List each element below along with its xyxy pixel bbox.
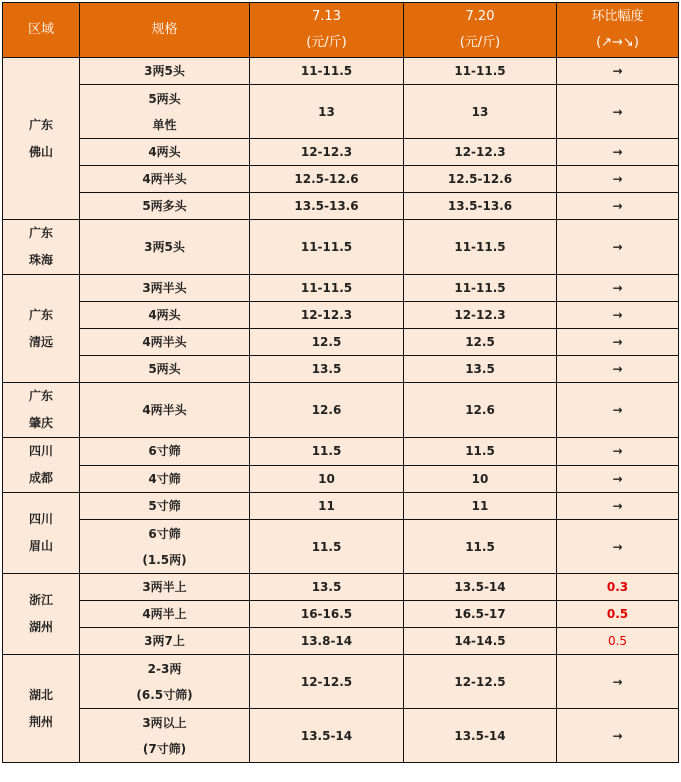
region-line: 荆州 xyxy=(28,714,53,729)
change-cell-arrow-icon: → xyxy=(557,275,679,302)
price-date-1-cell: 13.8-14 xyxy=(250,628,404,655)
table-row xyxy=(3,574,679,601)
spec-line: 4两半头 xyxy=(142,403,187,417)
price-date-2-cell: 12.5-12.6 xyxy=(404,166,557,193)
price-date-1-cell: 11-11.5 xyxy=(250,275,404,302)
price-date-2-cell: 13.5-14 xyxy=(404,709,557,763)
spec-line: 4两半上 xyxy=(142,607,187,621)
price-date-1-cell: 13.5 xyxy=(250,356,404,383)
region-line: 广东 xyxy=(28,226,53,240)
spec-line: 4两半头 xyxy=(142,172,187,186)
price-date-2-cell: 12.6 xyxy=(404,383,557,438)
spec-cell xyxy=(80,220,250,275)
spec-line: 3两7上 xyxy=(144,634,185,648)
spec-line: 6寸筛 xyxy=(148,526,181,541)
region-line: 成都 xyxy=(28,471,53,485)
price-date-1-cell: 10 xyxy=(250,465,404,493)
spec-cell xyxy=(80,166,250,193)
change-cell: 0.5 xyxy=(557,601,679,628)
change-cell-arrow-icon: → xyxy=(557,220,679,275)
spec-cell xyxy=(80,628,250,655)
spec-line: (7寸筛) xyxy=(142,741,187,756)
price-date-2-cell: 10 xyxy=(404,465,557,493)
region-cell xyxy=(3,58,80,220)
region-line: 肇庆 xyxy=(28,416,53,430)
spec-line: 单性 xyxy=(152,117,177,132)
change-cell-arrow-icon: → xyxy=(557,58,679,85)
change-cell-arrow-icon: → xyxy=(557,85,679,139)
spec-cell xyxy=(80,438,250,466)
header-date-1-label: 7.13 xyxy=(312,9,341,24)
change-cell-arrow-icon: → xyxy=(557,655,679,709)
spec-cell xyxy=(80,356,250,383)
header-date-1 xyxy=(250,3,404,58)
spec-line: 6寸筛 xyxy=(148,444,181,459)
spec-line: 5两头 xyxy=(148,91,181,106)
price-date-2-cell: 12.5 xyxy=(404,329,557,356)
table-row xyxy=(3,493,679,520)
region-line: 清远 xyxy=(28,334,53,349)
table-row xyxy=(3,302,679,329)
region-cell xyxy=(3,655,80,763)
spec-cell xyxy=(80,655,250,709)
region-cell xyxy=(3,220,80,275)
spec-cell xyxy=(80,709,250,763)
change-cell-arrow-icon: → xyxy=(557,193,679,220)
spec-line: 5寸筛 xyxy=(148,499,181,513)
spec-cell xyxy=(80,383,250,438)
spec-line: 4两头 xyxy=(148,308,181,322)
price-date-2-cell: 12-12.3 xyxy=(404,302,557,329)
table-body xyxy=(3,58,679,763)
price-date-1-cell: 16-16.5 xyxy=(250,601,404,628)
change-cell: 0.3 xyxy=(557,574,679,601)
spec-line: 4两头 xyxy=(148,145,181,159)
header-region: 区域 xyxy=(3,3,80,58)
price-date-1-cell: 13.5-13.6 xyxy=(250,193,404,220)
price-date-1-cell: 13.5 xyxy=(250,574,404,601)
price-date-1-cell: 12.5 xyxy=(250,329,404,356)
header-row xyxy=(3,3,679,58)
region-cell xyxy=(3,493,80,574)
change-cell-arrow-icon: → xyxy=(557,383,679,438)
table-row xyxy=(3,628,679,655)
header-spec: 规格 xyxy=(80,3,250,58)
spec-cell xyxy=(80,139,250,166)
change-cell-arrow-icon: → xyxy=(557,709,679,763)
change-cell-arrow-icon: → xyxy=(557,302,679,329)
table-header xyxy=(3,3,679,58)
spec-line: 2-3两 xyxy=(147,661,182,676)
change-cell-arrow-icon: → xyxy=(557,139,679,166)
region-line: 浙江 xyxy=(28,593,53,607)
table-row xyxy=(3,709,679,763)
price-date-1-cell: 12.6 xyxy=(250,383,404,438)
price-date-2-cell: 12-12.5 xyxy=(404,655,557,709)
price-date-2-cell: 14-14.5 xyxy=(404,628,557,655)
region-line: 佛山 xyxy=(28,144,53,159)
spec-cell xyxy=(80,465,250,493)
spec-cell xyxy=(80,302,250,329)
price-date-2-cell: 13.5-14 xyxy=(404,574,557,601)
spec-cell xyxy=(80,493,250,520)
spec-cell xyxy=(80,601,250,628)
change-cell-arrow-icon: → xyxy=(557,493,679,520)
price-date-1-cell: 13 xyxy=(250,85,404,139)
region-cell xyxy=(3,383,80,438)
spec-line: 5两多头 xyxy=(142,199,187,213)
price-date-1-cell: 13.5-14 xyxy=(250,709,404,763)
change-cell-arrow-icon: → xyxy=(557,438,679,466)
spec-line: 4两半头 xyxy=(142,335,187,349)
header-date-2-label: 7.20 xyxy=(465,9,495,24)
price-date-1-cell: 11.5 xyxy=(250,520,404,574)
region-line: 广东 xyxy=(28,307,53,322)
price-date-2-cell: 13.5-13.6 xyxy=(404,193,557,220)
change-cell-arrow-icon: → xyxy=(557,329,679,356)
table-row xyxy=(3,655,679,709)
spec-cell xyxy=(80,574,250,601)
region-line: 湖州 xyxy=(28,620,53,634)
price-date-2-cell: 13 xyxy=(404,85,557,139)
spec-line: 4寸筛 xyxy=(148,471,181,486)
price-date-1-cell: 12-12.3 xyxy=(250,139,404,166)
spec-line: (1.5两) xyxy=(142,552,187,567)
spec-line: (6.5寸筛) xyxy=(136,687,193,702)
table-row xyxy=(3,85,679,139)
price-date-2-cell: 11.5 xyxy=(404,520,557,574)
price-date-2-cell: 16.5-17 xyxy=(404,601,557,628)
change-cell-arrow-icon: → xyxy=(557,166,679,193)
header-change-sub: (↗→↘) xyxy=(596,35,639,50)
table-row xyxy=(3,438,679,466)
price-date-2-cell: 11 xyxy=(404,493,557,520)
price-date-1-cell: 11.5 xyxy=(250,438,404,466)
table-row xyxy=(3,220,679,275)
price-date-1-cell: 11 xyxy=(250,493,404,520)
table-row xyxy=(3,356,679,383)
table-row xyxy=(3,193,679,220)
price-date-2-cell: 11-11.5 xyxy=(404,58,557,85)
price-date-1-cell: 11-11.5 xyxy=(250,220,404,275)
header-change xyxy=(557,3,679,58)
spec-line: 3两以上 xyxy=(142,715,187,730)
price-date-2-cell: 12-12.3 xyxy=(404,139,557,166)
change-cell-arrow-icon: → xyxy=(557,356,679,383)
region-line: 广东 xyxy=(28,389,53,403)
table-row xyxy=(3,383,679,438)
region-line: 眉山 xyxy=(28,539,53,553)
table-row xyxy=(3,139,679,166)
change-cell: 0.5 xyxy=(557,628,679,655)
spec-cell xyxy=(80,85,250,139)
spec-cell xyxy=(80,275,250,302)
price-date-1-cell: 11-11.5 xyxy=(250,58,404,85)
spec-line: 3两5头 xyxy=(144,240,185,254)
table-row xyxy=(3,520,679,574)
price-date-2-cell: 11-11.5 xyxy=(404,275,557,302)
table-row xyxy=(3,601,679,628)
spec-line: 5两头 xyxy=(148,362,181,376)
region-line: 湖北 xyxy=(28,687,53,702)
region-line: 广东 xyxy=(28,117,53,132)
spec-cell xyxy=(80,58,250,85)
table-row xyxy=(3,58,679,85)
price-table xyxy=(2,2,679,763)
spec-cell xyxy=(80,520,250,574)
change-cell-arrow-icon: → xyxy=(557,520,679,574)
region-cell xyxy=(3,275,80,383)
spec-cell xyxy=(80,329,250,356)
header-change-title: 环比幅度 xyxy=(591,9,644,24)
table-row xyxy=(3,166,679,193)
spec-line: 3两5头 xyxy=(144,64,185,78)
price-date-2-cell: 11-11.5 xyxy=(404,220,557,275)
header-date-1-unit: (元/斤) xyxy=(306,35,347,50)
header-date-2-unit: (元/斤) xyxy=(459,35,501,50)
table-row xyxy=(3,329,679,356)
price-date-2-cell: 11.5 xyxy=(404,438,557,466)
region-cell xyxy=(3,438,80,493)
header-date-2 xyxy=(404,3,557,58)
region-line: 四川 xyxy=(28,444,53,458)
price-date-1-cell: 12-12.5 xyxy=(250,655,404,709)
region-line: 四川 xyxy=(28,512,53,526)
price-date-2-cell: 13.5 xyxy=(404,356,557,383)
table-row xyxy=(3,275,679,302)
spec-line: 3两半上 xyxy=(142,580,187,594)
spec-cell xyxy=(80,193,250,220)
table-row xyxy=(3,465,679,493)
region-line: 珠海 xyxy=(28,253,53,267)
spec-line: 3两半头 xyxy=(142,281,187,295)
price-date-1-cell: 12-12.3 xyxy=(250,302,404,329)
region-cell xyxy=(3,574,80,655)
price-date-1-cell: 12.5-12.6 xyxy=(250,166,404,193)
change-cell-arrow-icon: → xyxy=(557,465,679,493)
